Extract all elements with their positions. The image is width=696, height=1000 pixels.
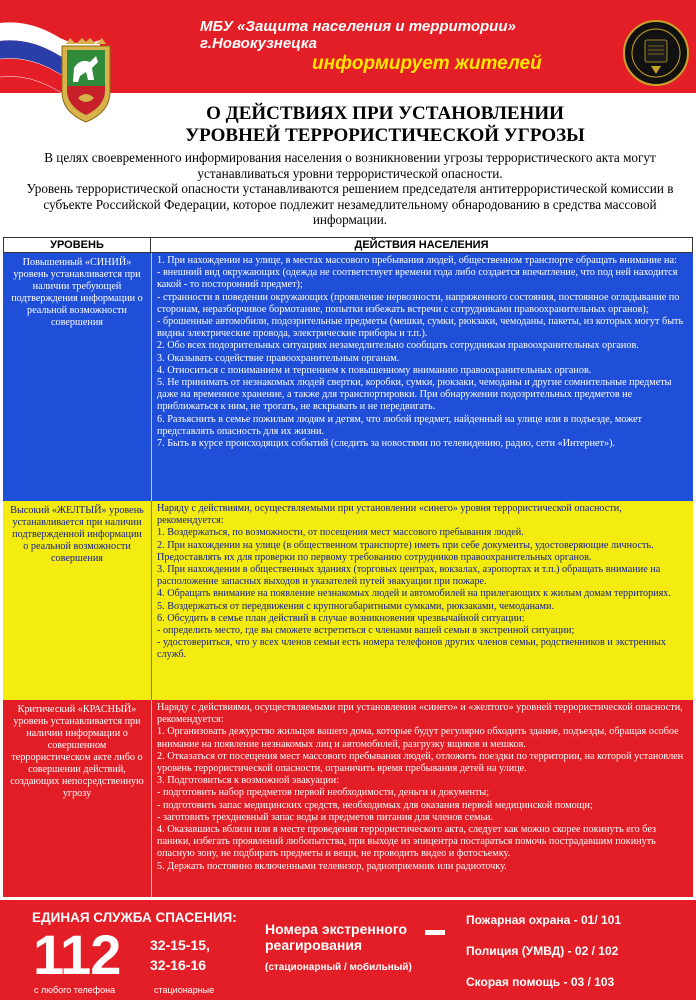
action-item: 3. Оказывать содействие правоохранительным органам. xyxy=(157,352,400,364)
phone-number-2: 32-16-16 xyxy=(150,957,207,973)
emergency-number-112: 112 xyxy=(33,923,121,986)
intro-paragraph-2: Уровень террористической опасности устанавливаются решением председателя антитеррористической комиссии в субъекте Российской Федерации, которое подлежит незамедлительному обнародованию в средства массовой информации. xyxy=(26,181,674,227)
table-header xyxy=(3,237,693,253)
title-line-1: О ДЕЙСТВИЯХ ПРИ УСТАНОВЛЕНИИ xyxy=(206,103,564,124)
level-yellow: Высокий «ЖЕЛТЫЙ» уровень устанавливается при наличии подтвержденной информации о реальной возможности совершения xyxy=(10,505,144,564)
action-item: 4. Обращать внимание на появление незнакомых людей и автомобилей на прилегающих к жилым домам территориях. xyxy=(157,588,671,600)
action-item: 5. Держать постоянно включенными телевизор, радиоприемник или радиоточку. xyxy=(157,860,507,872)
table-row-red xyxy=(3,700,693,897)
intro-text xyxy=(20,150,680,228)
phone-number-1: 32-15-15, xyxy=(150,937,210,953)
action-item: 3. Подготовиться к возможной эвакуации: xyxy=(157,775,340,787)
column-header-actions: ДЕЙСТВИЯ НАСЕЛЕНИЯ xyxy=(151,237,693,253)
emergency-numbers-subtitle: (стационарный / мобильный) xyxy=(265,962,412,973)
page-title xyxy=(120,103,650,147)
action-item: 4. Оказавшись вблизи или в месте проведения террористического акта, следует как можно скорее покинуть его без паники, избегать проявлений любопытства, при выходе из эпицентра постараться помочь пострадавшим покинуть опасную зону, не подбирать предметы и вещи, не проводить видео и фотосъемку. xyxy=(157,824,656,860)
table-row-blue xyxy=(3,253,693,501)
inform-residents-text: информирует жителей xyxy=(312,53,542,74)
city-coat-of-arms-icon xyxy=(58,36,114,132)
action-item: - подготовить запас медицинских средств, необходимых для оказания первой медицинской помощи; xyxy=(157,799,593,811)
organization-name: МБУ «Защита населения и территории» г.Новокузнецка xyxy=(200,18,516,52)
table-row-yellow xyxy=(3,501,693,700)
action-item: 5. Не принимать от незнакомых людей свертки, коробки, сумки, рюкзаки, чемоданы и другие сомнительные предметы даже на временное хранение, а также для транспортировки. При обнаружении подозрительных предметов не приближаться к ним, не трогать, не вскрывать и не передвигать. xyxy=(157,377,672,413)
fire-service-number: Пожарная охрана - 01/ 101 xyxy=(466,913,622,927)
ambulance-number: Скорая помощь - 03 / 103 xyxy=(466,975,615,989)
actions-yellow xyxy=(151,501,693,700)
action-item: 7. Быть в курсе происходящих событий (следить за новостями по телевидению, радио, сети «Интернет»). xyxy=(157,438,616,450)
action-item: 1. При нахождении на улице, в местах массового пребывания людей, общественном транспорте обращать внимание на: xyxy=(157,255,677,266)
action-item: - брошенные автомобили, подозрительные предметы (мешки, сумки, рюкзаки, чемоданы, пакеты, из которых могут быть видны электрические провода, электрические приборы и т.п.). xyxy=(157,316,684,340)
emergency-service-emblem-icon xyxy=(623,20,689,86)
action-item: 4. Относиться с пониманием и терпением к повышенному вниманию правоохранительных органов. xyxy=(157,364,592,376)
action-item: 3. При нахождении в общественных зданиях (торговых центрах, вокзалах, аэропортах и т.п.) обращать внимание на расположение запасных выходов и указателей путей эвакуации при пожаре. xyxy=(157,564,661,588)
action-item: - внешний вид окружающих (одежда не соответствует времени года либо создается впечатление, что под ней находится какой - то посторонний предмет); xyxy=(157,267,678,291)
stationary-phones xyxy=(150,935,210,975)
actions-red xyxy=(151,700,693,897)
police-number: Полиция (УМВД) - 02 / 102 xyxy=(466,944,619,958)
action-item: 6. Обсудить в семье план действий в случае возникновения чрезвычайной ситуации: xyxy=(157,612,525,624)
action-item: Наряду с действиями, осуществляемыми при установлении «синего» уровня террористической опасности, рекомендуется: xyxy=(157,503,622,527)
intro-paragraph-1: В целях своевременного информирования населения о возникновении угрозы террористического акта могут устанавливаться уровни террористической опасности. xyxy=(44,150,656,181)
unified-rescue-service-title: ЕДИНАЯ СЛУЖБА СПАСЕНИЯ: xyxy=(32,910,237,925)
action-item: 2. Обо всех подозрительных ситуациях незамедлительно сообщать сотрудникам правоохранительных органов. xyxy=(157,340,639,352)
action-item: 6. Разъяснить в семье пожилым людям и детям, что любой предмет, найденный на улице или в подъезде, может представлять опасность для их жизни. xyxy=(157,413,642,437)
emergency-title-line-2: реагирования xyxy=(265,937,363,953)
action-item: - определить место, где вы сможете встретиться с членами вашей семьи в экстренной ситуации; xyxy=(157,625,575,637)
action-item: - странности в поведении окружающих (проявление нервозности, напряженного состояния, постоянное оглядывание по сторонам, неразборчивое бормотание, попытки избежать встречи с сотрудниками правоохранительных органов); xyxy=(157,291,680,315)
action-item: 1. Организовать дежурство жильцов вашего дома, которые будут регулярно обходить здание, подъезды, обращая особое внимание на появление незнакомых лиц и автомобилей, разгрузку ящиков и мешков. xyxy=(157,726,679,750)
action-item: - подготовить набор предметов первой необходимости, деньги и документы; xyxy=(157,787,490,799)
stationary-caption: стационарные xyxy=(154,985,215,995)
action-item: 5. Воздержаться от передвижения с крупногабаритными сумками, рюкзаками, чемоданами. xyxy=(157,600,554,612)
action-item: - заготовить трехдневный запас воды и предметов питания для членов семьи. xyxy=(157,811,494,823)
level-blue: Повышенный «СИНИЙ» уровень устанавливается при наличии требующей подтверждения информации о реальной возможности совершения xyxy=(11,257,143,328)
action-item: 1. Воздержаться, по возможности, от посещения мест массового пребывания людей. xyxy=(157,527,524,539)
title-line-2: УРОВНЕЙ ТЕРРОРИСТИЧЕСКОЙ УГРОЗЫ xyxy=(185,125,585,146)
action-item: 2. Отказаться от посещения мест массового пребывания людей, отложить поездки по территории, на которой установлен уровень террористической опасности, ограничить время пребывания детей на улице. xyxy=(157,750,684,775)
column-header-level: УРОВЕНЬ xyxy=(3,237,151,253)
emergency-numbers-title xyxy=(265,921,407,953)
emergency-title-line-1: Номера экстренного xyxy=(265,921,408,937)
any-phone-caption: с любого телефона xyxy=(34,985,116,995)
action-item: - удостовериться, что у всех членов семьи есть номера телефонов других членов семьи, родственников и экстренных служб. xyxy=(157,637,666,661)
level-red: Критический «КРАСНЫЙ» уровень устанавливается при наличии информации о совершенном террористическом акте либо о совершении действий, создающих непосредственную угрозу xyxy=(10,704,144,799)
actions-blue xyxy=(151,253,693,501)
dash-separator xyxy=(425,930,445,935)
action-item: 2. При нахождении на улице (в общественном транспорте) иметь при себе документы, удостоверяющие личность. Предоставлять их для проверки по первому требованию сотрудников правоохранительных органов. xyxy=(157,539,654,563)
action-item: Наряду с действиями, осуществляемыми при установлении «синего» и «желтого» уровней террористической опасности, рекомендуется: xyxy=(157,702,683,726)
